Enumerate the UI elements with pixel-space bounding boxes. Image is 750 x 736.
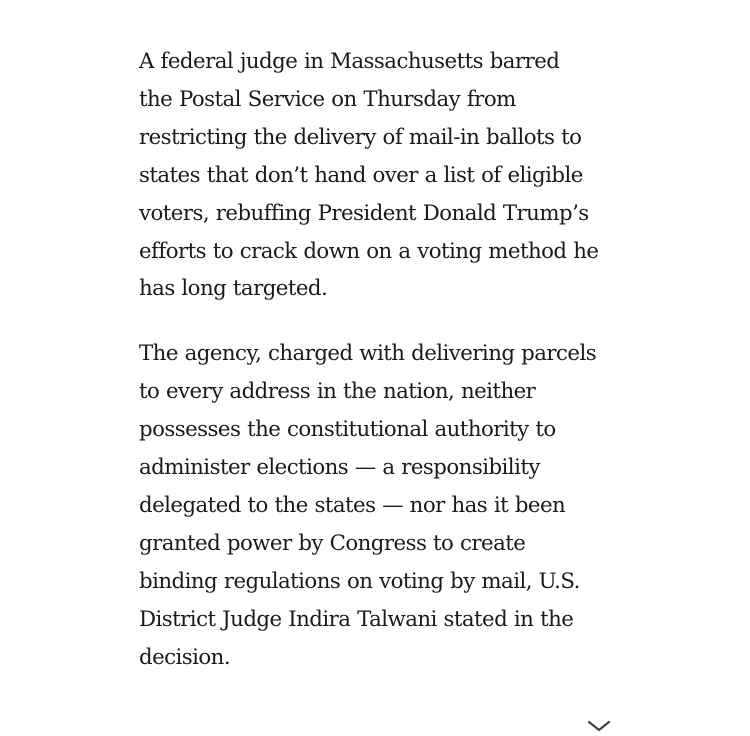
article-body — [139, 43, 599, 677]
article-paragraph: A federal judge in Massachusetts barred the Postal Service on Thursday from restricting the delivery of mail-in ballots to states that don’t hand over a list of eligible voters, rebuffing President Donald Trump’s efforts to crack down on a voting method he has long targeted. — [139, 49, 599, 302]
article-paragraph: The agency, charged with delivering parcels to every address in the nation, neither possesses the constitutional authority to administer elections — a responsibility delegated to the states — nor has it been granted power by Congress to create binding regulations on voting by mail, U.S. District Judge Indira Talwani stated in the decision. — [139, 341, 597, 670]
chevron-icon[interactable] — [587, 720, 611, 736]
